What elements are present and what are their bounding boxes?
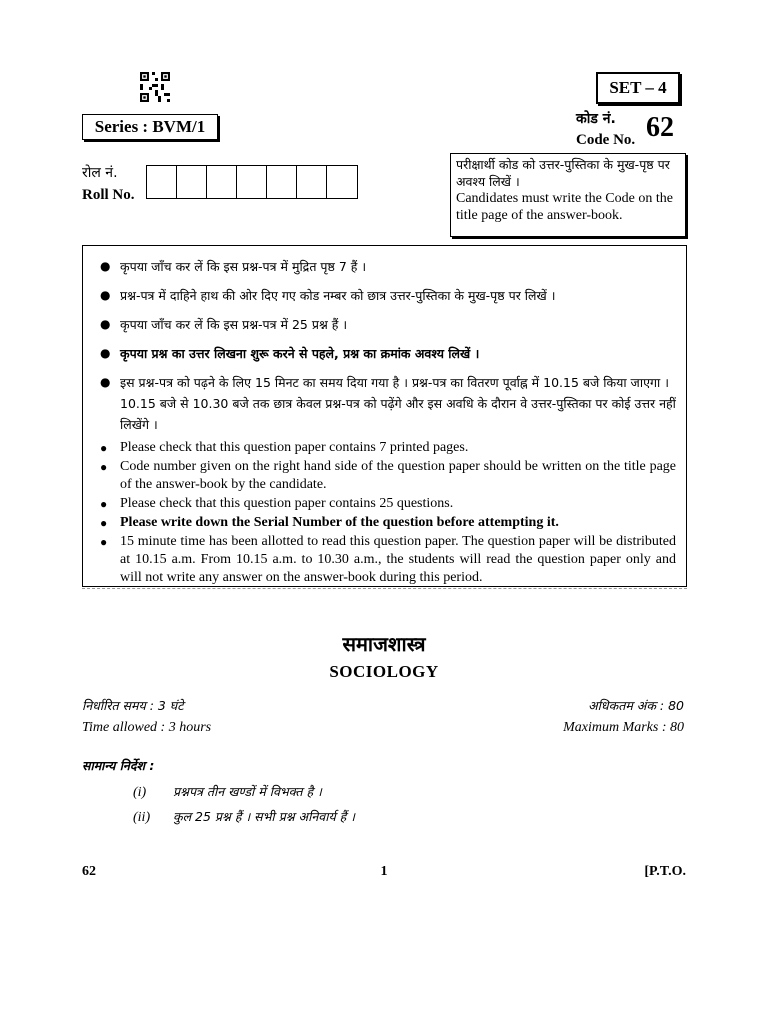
bullet-icon: ● [100, 497, 108, 511]
roll-number-box[interactable] [267, 166, 297, 198]
divider [82, 588, 687, 589]
bullet-icon: ● [100, 535, 108, 549]
subject-title-hindi: समाजशास्त्र [342, 632, 426, 656]
qr-code-icon [140, 72, 170, 102]
instruction-item: ● 15 minute time has been allotted to read this question paper. The question paper will be distributed at 10.15 a.m. From 10.15 a.m. to 10.30 a.m., the students will read the question paper only and will not write any answer on the answer-book during this period. [100, 534, 676, 585]
bullet-icon: ● [100, 346, 111, 360]
roll-label-hindi: रोल नं. [82, 165, 118, 181]
candidate-note-hindi: परीक्षार्थी कोड को उत्तर-पुस्तिका के मुख-पृष्ठ पर अवश्य लिखें । [456, 157, 670, 189]
code-label-english: Code No. [576, 132, 636, 148]
code-label-hindi: कोड नं. [576, 111, 616, 127]
instruction-item: ● Code number given on the right hand side of the question paper should be written on the title page of the answer-book by the candidate. [100, 459, 676, 492]
instructions-box [82, 245, 687, 587]
bullet-icon: ● [100, 259, 111, 273]
instruction-item: ● Please check that this question paper contains 25 questions. [100, 496, 454, 511]
roll-number-box[interactable] [237, 166, 267, 198]
instruction-item: ● कृपया जाँच कर लें कि इस प्रश्न-पत्र में मुद्रित पृष्ठ 7 हैं । [93, 256, 676, 277]
max-marks-hindi: अधिकतम अंक : 80 [588, 698, 684, 713]
instruction-item: ● इस प्रश्न-पत्र को पढ़ने के लिए 15 मिनट का समय दिया गया है । प्रश्न-पत्र का वितरण पूर्वाह्न में 10.15 बजे किया जाएगा । 10.15 बजे से 10.30 बजे तक छात्र केवल प्रश्न-पत्र को पढ़ेंगे और इस अवधि के दौरान वे उत्तर-पुस्तिका पर कोई उत्तर नहीं लिखेंगे । [93, 372, 676, 435]
subject-title-english: SOCIOLOGY [329, 662, 439, 681]
bullet-icon: ● [100, 375, 111, 389]
max-marks-english: Maximum Marks : 80 [563, 720, 684, 735]
roll-number-box[interactable] [207, 166, 237, 198]
general-instructions-heading: सामान्य निर्देश : [82, 758, 155, 773]
bullet-icon: ● [100, 516, 108, 530]
roll-number-box[interactable] [177, 166, 207, 198]
page-number: 1 [380, 864, 388, 879]
candidate-note-box [450, 153, 686, 237]
bullet-icon: ● [100, 460, 108, 474]
general-instruction-item: (i) प्रश्नपत्र तीन खण्डों में विभक्त है । [133, 784, 322, 800]
series-label: Series : BVM/1 [82, 114, 218, 140]
roll-number-box[interactable] [327, 166, 357, 198]
bullet-icon: ● [100, 288, 111, 302]
candidate-note-english: Candidates must write the Code on the title page of the answer-book. [456, 191, 673, 223]
time-allowed-hindi: निर्धारित समय : 3 घंटे [82, 698, 184, 713]
instruction-item: ● प्रश्न-पत्र में दाहिने हाथ की ओर दिए गए कोड नम्बर को छात्र उत्तर-पुस्तिका के मुख-पृष्ठ पर लिखें । [93, 285, 676, 306]
bullet-icon: ● [100, 441, 108, 455]
time-allowed-english: Time allowed : 3 hours [82, 720, 212, 735]
set-badge: SET – 4 [596, 72, 680, 104]
code-number: 62 [646, 112, 674, 143]
pto-label: [P.T.O. [644, 864, 686, 879]
general-instruction-item: (ii) कुल 25 प्रश्न हैं । सभी प्रश्न अनिवार्य हैं । [133, 809, 356, 825]
roll-label-english: Roll No. [82, 187, 135, 203]
instruction-item: ● Please write down the Serial Number of the question before attempting it. [100, 515, 559, 530]
bullet-icon: ● [100, 317, 111, 331]
roll-number-boxes[interactable] [146, 165, 358, 199]
roll-number-box[interactable] [147, 166, 177, 198]
footer-code: 62 [82, 864, 96, 879]
instruction-item: ● कृपया प्रश्न का उत्तर लिखना शुरू करने से पहले, प्रश्न का क्रमांक अवश्य लिखें । [93, 343, 676, 364]
instruction-item: ● कृपया जाँच कर लें कि इस प्रश्न-पत्र में 25 प्रश्न हैं । [93, 314, 676, 335]
instruction-item: ● Please check that this question paper contains 7 printed pages. [100, 440, 469, 455]
roll-number-box[interactable] [297, 166, 327, 198]
